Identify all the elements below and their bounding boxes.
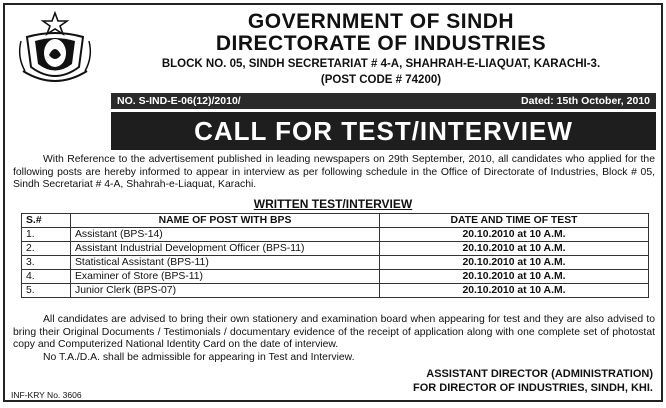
row-post: Examiner of Store (BPS-11) [71, 270, 380, 284]
row-serial: 4. [22, 270, 71, 284]
row-date: 20.10.2010 at 10 A.M. [380, 242, 649, 256]
header-serial: S.# [22, 214, 71, 228]
header [5, 5, 661, 91]
signature-title: ASSISTANT DIRECTOR (ADMINISTRATION) [426, 368, 653, 380]
header-date-time: DATE AND TIME OF TEST [380, 214, 649, 228]
header-text [105, 11, 657, 87]
row-date: 20.10.2010 at 10 A.M. [380, 256, 649, 270]
call-for-test-banner: CALL FOR TEST/INTERVIEW [111, 112, 656, 150]
table-row [22, 242, 649, 256]
row-post: Assistant Industrial Development Officer (BPS-11) [71, 242, 380, 256]
government-title: GOVERNMENT OF SINDH [247, 10, 515, 33]
row-serial: 5. [22, 284, 71, 298]
section-title: WRITTEN TEST/INTERVIEW [253, 197, 413, 211]
table-row [22, 270, 649, 284]
row-serial: 2. [22, 242, 71, 256]
intro-paragraph: With Reference to the advertisement published in leading newspapers on 29th September, 2010, all candidates who applied for the following posts are hereby informed to appear in interview as per following schedule in the Office of Directorate of Industries, Block # 05, Sindh Secretariat # 4-A, Shahrah-e-Liaquat, Karachi. [13, 154, 655, 190]
row-serial: 3. [22, 256, 71, 270]
directorate-title: DIRECTORATE OF INDUSTRIES [215, 32, 547, 55]
signature-office: FOR DIRECTOR OF INDUSTRIES, SINDH, KHI. [413, 381, 653, 394]
advertisement [3, 3, 663, 402]
notes-paragraph-2: No T.A./D.A. shall be admissible for appearing in Test and Interview. [43, 351, 355, 363]
notes-paragraph-1: All candidates are advised to bring their own stationery and examination board when appearing for test and they are also advised to bring their Original Documents / Testimonials / documentary evidence of the receipt of application along with one complete set of photostat copy and Computerized National Identity Card on the date of interview. [13, 314, 655, 350]
row-date: 20.10.2010 at 10 A.M. [380, 284, 649, 298]
table-row [22, 228, 649, 242]
signature-block [413, 368, 653, 395]
row-date: 20.10.2010 at 10 A.M. [380, 228, 649, 242]
address-line: BLOCK NO. 05, SINDH SECRETARIAT # 4-A, SHAHRAH-E-LIAQUAT, KARACHI-3. [161, 58, 601, 70]
table-row [22, 256, 649, 270]
notes [13, 314, 655, 364]
table-header-row [22, 214, 649, 228]
reference-bar [111, 93, 656, 109]
sindh-government-emblem-icon [13, 11, 97, 91]
reference-date: Dated: 15th October, 2010 [521, 95, 650, 107]
row-date: 20.10.2010 at 10 A.M. [380, 270, 649, 284]
row-post: Junior Clerk (BPS-07) [71, 284, 380, 298]
schedule-table [21, 213, 649, 298]
header-post-name: NAME OF POST WITH BPS [71, 214, 380, 228]
reference-number: NO. S-IND-E-06(12)/2010/ [117, 95, 241, 107]
row-post: Assistant (BPS-14) [71, 228, 380, 242]
row-serial: 1. [22, 228, 71, 242]
row-post: Statistical Assistant (BPS-11) [71, 256, 380, 270]
table-row [22, 284, 649, 298]
post-code-line: (POST CODE # 74200) [320, 74, 442, 86]
inf-number: INF-KRY No. 3606 [11, 390, 82, 400]
